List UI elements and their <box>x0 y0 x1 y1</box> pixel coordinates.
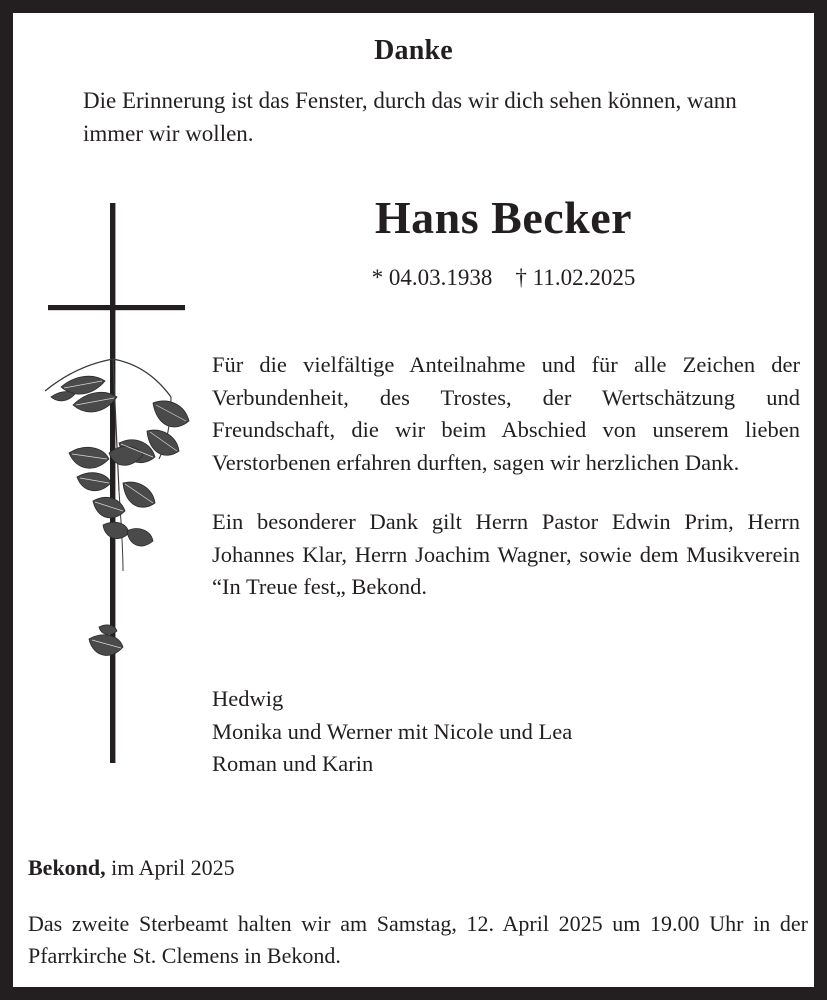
thank-you-body <box>212 349 800 604</box>
service-announcement: Das zweite Sterbeamt halten wir am Samstag, 12. April 2025 um 19.00 Uhr in der Pfarrkirche St. Clemens in Bekond. <box>28 911 808 968</box>
cross-with-branch-illustration <box>31 191 206 781</box>
family-line-1: Hedwig <box>212 686 284 711</box>
notice-date: im April 2025 <box>105 855 235 880</box>
paragraph-special-thanks: Ein besonderer Dank gilt Herrn Pastor Edwin Prim, Herrn Johannes Klar, Herrn Joachim Wagner, sowie dem Musikverein “In Treue fest„ Bekond. <box>212 509 800 599</box>
life-dates: * 04.03.1938 † 11.02.2025 <box>371 265 636 290</box>
place-and-date <box>28 853 808 884</box>
leafy-branch-icon <box>45 359 189 655</box>
deceased-name: Hans Becker <box>374 192 633 243</box>
obituary-notice <box>13 13 814 987</box>
place-name: Bekond, <box>28 855 106 880</box>
page-title: Danke <box>374 35 453 66</box>
latin-cross-icon <box>48 203 185 763</box>
family-line-2: Monika und Werner mit Nicole und Lea <box>212 718 573 744</box>
family-signatures <box>212 683 800 781</box>
memorial-quote: Die Erinnerung ist das Fenster, durch das wir dich sehen können, wann immer wir wollen. <box>83 88 737 146</box>
paragraph-gratitude: Für die vielfältige Anteilnahme und für alle Zeichen der Verbundenheit, des Trostes, der Wertschätzung und Freundschaft, die wir beim Abschied von unserem lieben Verstorbenen erfahren durften, sagen wir herzlichen Dank. <box>212 352 800 475</box>
family-line-3: Roman und Karin <box>212 751 374 776</box>
